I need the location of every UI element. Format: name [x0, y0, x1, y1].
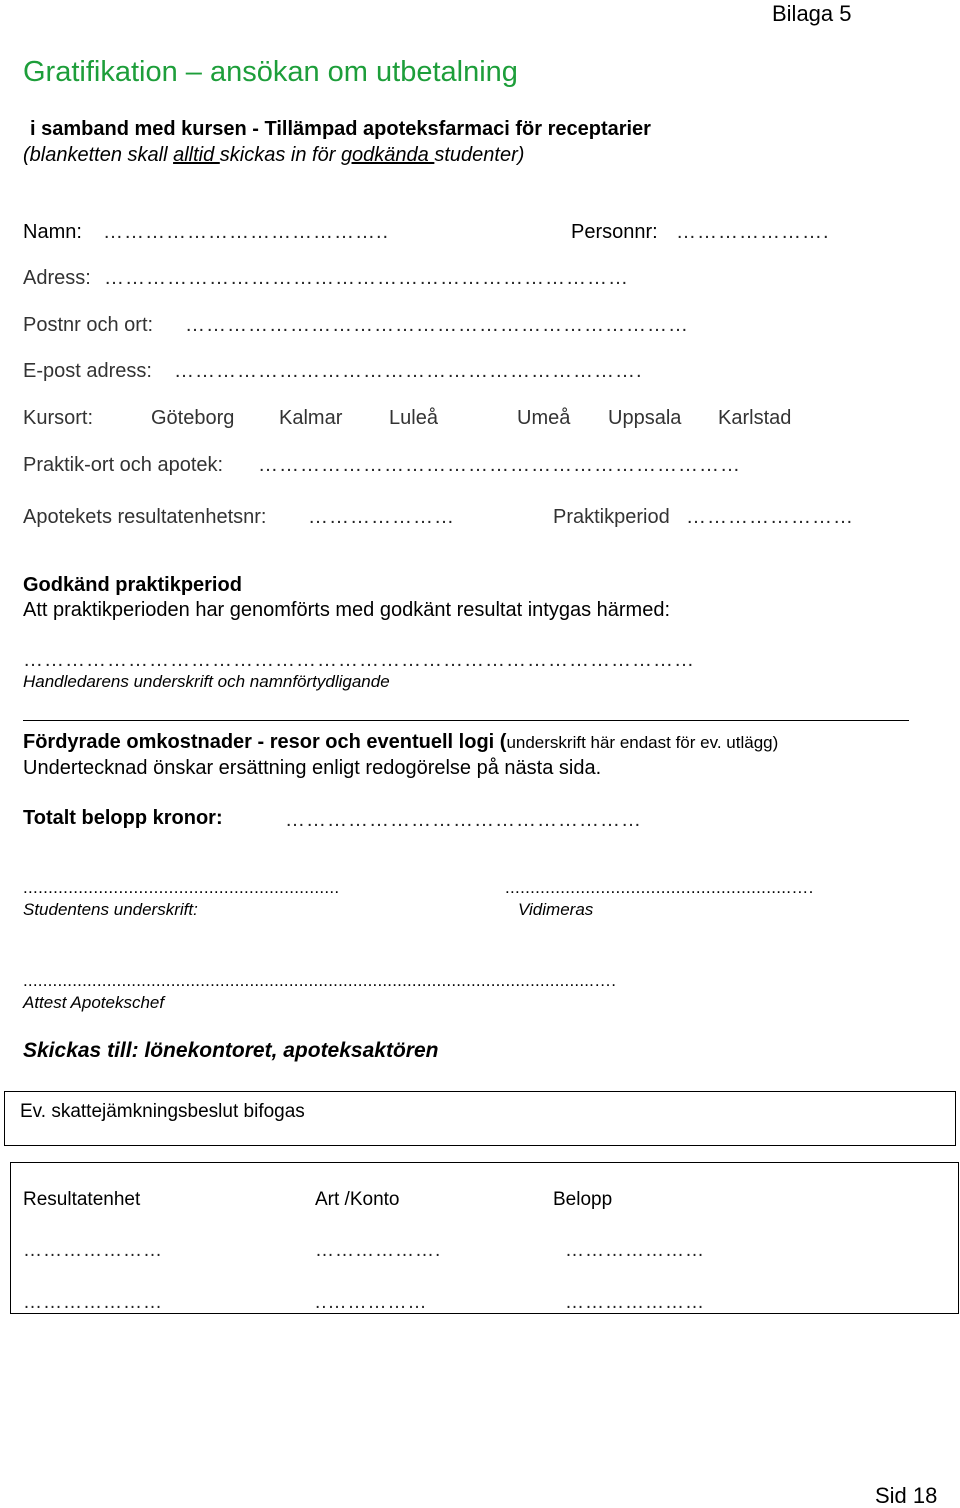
appendix-label: Bilaga 5	[772, 1, 852, 26]
note-close: studenter)	[434, 144, 525, 166]
postnr-field[interactable]: ………………………………………………………………	[185, 314, 689, 336]
student-signature-field[interactable]: ...............................................................	[23, 878, 340, 897]
course-place-label: Kursort:	[23, 407, 94, 429]
supervisor-signature-field[interactable]: ……………………………………………………………………………………	[23, 649, 695, 671]
approved-statement: Att praktikperioden har genomförts med godkänt resultat intygas härmed:	[23, 599, 671, 621]
total-amount-label: Totalt belopp kronor:	[23, 807, 223, 829]
email-label: E-post adress:	[23, 360, 152, 382]
costs-heading-note: underskrift här endast för ev. utlägg)	[506, 733, 779, 752]
accounting-header-unit: Resultatenhet	[23, 1189, 141, 1210]
postnr-label: Postnr och ort:	[23, 314, 154, 336]
form-note	[23, 143, 524, 167]
personnr-field[interactable]: ………………….	[676, 221, 830, 243]
email-field[interactable]: ………………………………………………………….	[174, 360, 643, 382]
pharmacy-unit-label: Apotekets resultatenhetsnr:	[23, 506, 267, 528]
section-divider	[23, 720, 909, 721]
accounting-row-2-amount[interactable]: …………………	[565, 1292, 705, 1313]
page-title: Gratifikation – ansökan om utbetalning	[23, 56, 518, 88]
address-label: Adress:	[23, 267, 91, 289]
accounting-row-2-account[interactable]: ..……………	[315, 1292, 428, 1313]
pharmacy-unit-field[interactable]: …………………	[308, 506, 455, 528]
accounting-row-1-unit[interactable]: …………………	[23, 1240, 163, 1261]
tax-note-text: Ev. skattejämkningsbeslut bifogas	[20, 1101, 305, 1122]
name-label: Namn:	[23, 221, 82, 243]
address-field[interactable]: …………………………………………………………………	[104, 267, 629, 289]
note-mid: skickas in för	[219, 144, 341, 166]
certified-caption: Vidimeras	[518, 900, 594, 919]
accounting-header-amount: Belopp	[553, 1189, 613, 1210]
manager-signature-field[interactable]: ....................................................................................................................….	[23, 971, 617, 990]
practice-period-label: Praktikperiod	[553, 506, 670, 528]
send-to-text: Skickas till: lönekontoret, apoteksaktören	[23, 1039, 439, 1062]
course-place-umea[interactable]: Umeå	[517, 407, 571, 429]
costs-heading-main: Fördyrade omkostnader - resor och eventuell logi (	[23, 731, 507, 753]
manager-signature-caption: Attest Apotekschef	[23, 993, 165, 1012]
total-amount-field[interactable]: ……………………………………………	[285, 809, 642, 831]
name-field[interactable]: …………………………………..	[103, 221, 390, 243]
course-place-karlstad[interactable]: Karlstad	[718, 407, 792, 429]
practice-field[interactable]: ……………………………………………………………	[258, 454, 741, 476]
course-place-kalmar[interactable]: Kalmar	[279, 407, 343, 429]
costs-statement: Undertecknad önskar ersättning enligt redogörelse på nästa sida.	[23, 757, 602, 779]
course-place-goteborg[interactable]: Göteborg	[151, 407, 235, 429]
accounting-box	[10, 1162, 959, 1314]
note-open: (blanketten skall	[23, 144, 174, 166]
accounting-row-1-account[interactable]: ……………….	[315, 1240, 442, 1261]
tax-note-box	[4, 1091, 956, 1146]
accounting-row-2-unit[interactable]: …………………	[23, 1292, 163, 1313]
practice-label: Praktik-ort och apotek:	[23, 454, 224, 476]
course-place-uppsala[interactable]: Uppsala	[608, 407, 682, 429]
subtitle: i samband med kursen - Tillämpad apoteksfarmaci för receptarier	[30, 118, 651, 140]
page-number: Sid 18	[875, 1483, 938, 1508]
costs-heading	[23, 730, 778, 755]
practice-period-field[interactable]: ……………………	[686, 506, 854, 528]
personnr-label: Personnr:	[571, 221, 658, 243]
student-signature-caption: Studentens underskrift:	[23, 900, 198, 919]
certified-signature-field[interactable]: .........................................................….	[505, 878, 814, 897]
note-approved: godkända	[340, 144, 435, 166]
course-place-lulea[interactable]: Luleå	[389, 407, 438, 429]
note-always: alltid	[173, 144, 220, 166]
accounting-row-1-amount[interactable]: …………………	[565, 1240, 705, 1261]
approved-heading: Godkänd praktikperiod	[23, 574, 242, 596]
accounting-header-account: Art /Konto	[315, 1189, 400, 1210]
supervisor-signature-caption: Handledarens underskrift och namnförtydligande	[23, 672, 390, 691]
